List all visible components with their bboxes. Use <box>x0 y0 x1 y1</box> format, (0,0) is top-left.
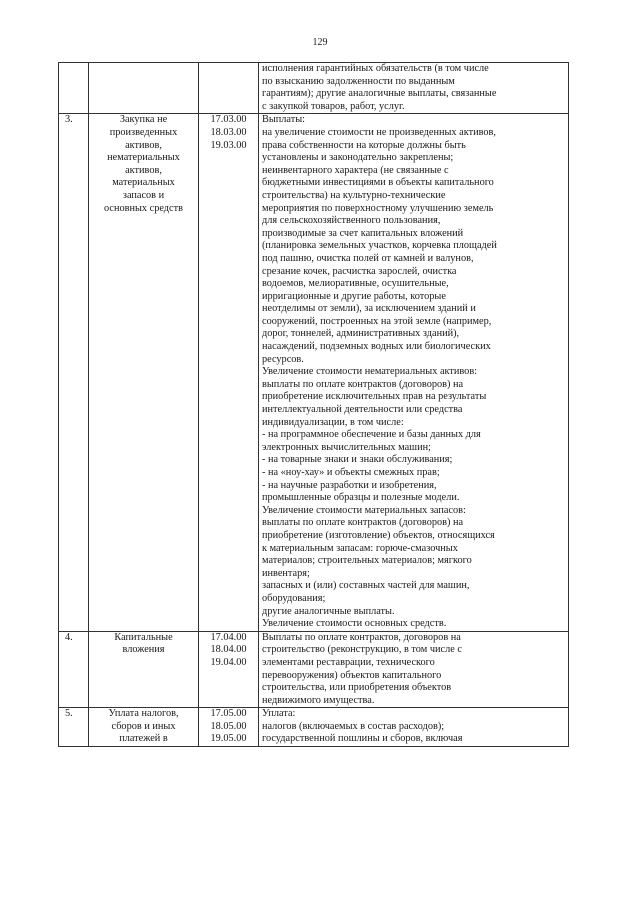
code-value: 18.04.00 <box>210 644 247 656</box>
description-line: - на товарные знаки и знаки обслуживания; <box>262 454 453 466</box>
expense-name-line: сборов и иных <box>111 720 176 732</box>
description-line: другие аналогичные выплаты. <box>262 605 395 617</box>
description-line: - на научные разработки и изобретения, <box>262 479 437 491</box>
code-value: 17.04.00 <box>210 631 247 643</box>
description-line: гарантиям); другие аналогичные выплаты, связанные <box>262 88 497 100</box>
expense-name-cell <box>89 114 199 631</box>
expense-name-line: произведенных <box>109 126 178 138</box>
description-line: мероприятия по поверхностному улучшению земель <box>262 202 494 214</box>
description-line: строительства) на культурно-технические <box>262 189 446 201</box>
description-line: налогов (включаемых в состав расходов); <box>262 720 445 732</box>
expense-name-line: Капитальные <box>114 631 173 643</box>
description-line: Увеличение стоимости основных средств. <box>262 618 447 630</box>
code-value: 19.04.00 <box>210 656 247 668</box>
expense-name-line: материальных <box>112 177 175 189</box>
expense-name-line: вложения <box>122 644 165 656</box>
description-line: строительства, или приобретения объектов <box>262 682 452 694</box>
description-line: Выплаты: <box>262 114 306 126</box>
codes-cell <box>199 114 259 631</box>
expense-name-line: Закупка не <box>119 114 168 126</box>
expense-name-cell <box>89 631 199 708</box>
description-line: государственной пошлины и сборов, включая <box>262 733 463 745</box>
description-line: под пашню, очистка полей от камней и валунов, <box>262 252 474 264</box>
description-cell <box>259 63 569 114</box>
expense-name-line: активов, <box>125 139 162 151</box>
description-line: по взысканию задолженности по выданным <box>262 75 455 87</box>
expense-classification-table <box>58 62 569 747</box>
description-line: насаждений, подземных водных или биологических <box>262 341 491 353</box>
description-line: на увеличение стоимости не произведенных активов, <box>262 126 496 138</box>
table-row <box>59 708 569 747</box>
code-value: 17.05.00 <box>210 708 247 720</box>
description-line: приобретение исключительных прав на результаты <box>262 391 487 403</box>
expense-name-line: Уплата налогов, <box>108 708 179 720</box>
description-line: интеллектуальной деятельности или средства <box>262 404 463 416</box>
code-value: 18.05.00 <box>210 720 247 732</box>
description-line: Выплаты по оплате контрактов, договоров на <box>262 631 461 643</box>
table-row <box>59 114 569 631</box>
description-line: перевооружения) объектов капитального <box>262 669 442 681</box>
description-line: ресурсов. <box>262 353 304 365</box>
expense-name-line: основных средств <box>104 202 183 214</box>
description-line: Увеличение стоимости нематериальных активов: <box>262 366 478 378</box>
description-line: материалов; строительных материалов; мягкого <box>262 555 472 567</box>
description-cell <box>259 114 569 631</box>
table-body <box>59 63 569 747</box>
codes-cell <box>199 708 259 747</box>
expense-name-cell <box>89 708 199 747</box>
description-line: - на программное обеспечение и базы данных для <box>262 429 481 441</box>
description-line: электронных вычислительных машин; <box>262 441 431 453</box>
description-line: запасных и (или) составных частей для машин, <box>262 580 470 592</box>
description-line: дорог, тоннелей, административных зданий), <box>262 328 460 340</box>
codes-cell <box>199 63 259 114</box>
description-line: промышленные образцы и полезные модели. <box>262 492 460 504</box>
description-line: Уплата: <box>262 708 296 720</box>
description-line: неотделимы от земли), за исключением зданий и <box>262 303 476 315</box>
description-line: водоемов, мелиоративные, осушительные, <box>262 278 449 290</box>
description-line: строительство (реконструкцию, в том числе с <box>262 644 462 656</box>
row-number-cell: 3. <box>59 114 89 631</box>
description-line: для сельскохозяйственного пользования, <box>262 215 441 227</box>
description-line: выплаты по оплате контрактов (договоров) на <box>262 517 464 529</box>
description-line: к материальным запасам: горюче-смазочных <box>262 542 458 554</box>
description-line: индивидуализации, в том числе: <box>262 416 404 428</box>
description-line: производимые за счет капитальных вложений <box>262 227 464 239</box>
description-line: установлены и законодательно закреплены; <box>262 152 454 164</box>
table-row <box>59 631 569 708</box>
description-line: с закупкой товаров, работ, услуг. <box>262 100 405 112</box>
expense-name-line: активов, <box>125 164 162 176</box>
code-value: 18.03.00 <box>210 126 247 138</box>
code-value: 19.03.00 <box>210 139 247 151</box>
description-cell <box>259 631 569 708</box>
table-row <box>59 63 569 114</box>
row-number-cell <box>59 63 89 114</box>
codes-cell <box>199 631 259 708</box>
expense-name-line: платежей в <box>119 733 168 745</box>
row-number-cell: 5. <box>59 708 89 747</box>
description-line: ирригационные и другие работы, которые <box>262 290 446 302</box>
description-line: - на «ноу-хау» и объекты смежных прав; <box>262 467 440 478</box>
code-value: 17.03.00 <box>210 114 247 126</box>
description-line: бюджетными инвестициями в объекты капитального <box>262 177 494 189</box>
description-line: сооружений, построенных на этой земле (например, <box>262 315 492 327</box>
description-line: приобретение (изготовление) объектов, относящихся <box>262 529 495 541</box>
description-line: Увеличение стоимости материальных запасов: <box>262 504 466 516</box>
description-line: права собственности на которые должны быть <box>262 139 466 151</box>
description-line: исполнения гарантийных обязательств (в том числе <box>262 63 489 74</box>
expense-name-cell <box>89 63 199 114</box>
description-line: (планировка земельных участков, корчевка площадей <box>262 240 497 252</box>
page-number: 129 <box>312 37 328 48</box>
description-line: инвентаря; <box>262 567 310 579</box>
expense-name-line: нематериальных <box>107 152 180 164</box>
expense-name-line: запасов и <box>122 189 165 201</box>
description-line: элементами реставрации, технического <box>262 656 435 668</box>
description-cell <box>259 708 569 747</box>
description-line: срезание кочек, расчистка зарослей, очистка <box>262 265 457 277</box>
code-value: 19.05.00 <box>210 733 247 745</box>
description-line: оборудования; <box>262 592 326 604</box>
description-line: выплаты по оплате контрактов (договоров) на <box>262 378 464 390</box>
description-line: недвижимого имущества. <box>262 694 375 706</box>
description-line: неинвентарного характера (не связанные с <box>262 164 449 176</box>
row-number-cell: 4. <box>59 631 89 708</box>
